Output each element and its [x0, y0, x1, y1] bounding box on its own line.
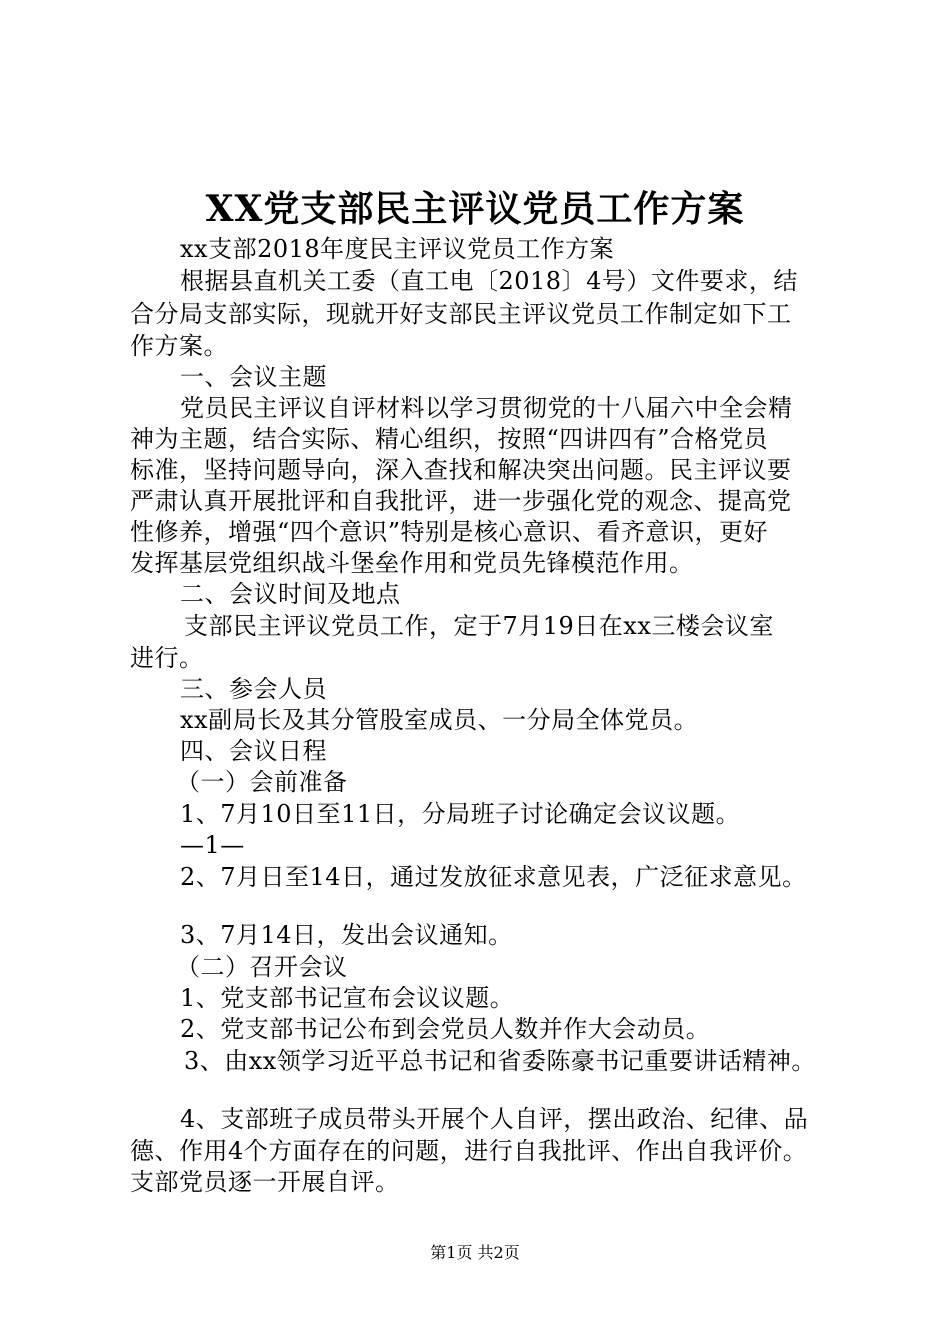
subtitle-line: xx支部2018年度民主评议党员工作方案: [180, 235, 615, 263]
section-heading: 二、会议时间及地点: [180, 580, 401, 608]
body-line: 作方案。: [130, 332, 228, 360]
body-line: 性修养，增强“四个意识”特别是核心意识、看齐意识，更好: [130, 518, 769, 546]
subsection-heading: （一）会前准备: [176, 768, 348, 796]
body-line: 4、支部班子成员带头开展个人自评，摆出政治、纪律、品: [180, 1105, 809, 1133]
body-line: 党员民主评议自评材料以学习贯彻党的十八届六中全会精: [180, 394, 793, 422]
document-title: XX党支部民主评议党员工作方案: [205, 188, 745, 230]
body-line: 根据县直机关工委（直工电〔2018〕4号）文件要求，结: [180, 267, 798, 295]
section-heading: 一、会议主题: [180, 363, 327, 391]
body-line: 3、由xx领学习近平总书记和省委陈豪书记重要讲话精神。: [184, 1047, 816, 1075]
body-line: 神为主题，结合实际、精心组织，按照“四讲四有”合格党员: [130, 425, 769, 453]
body-line: xx副局长及其分管股室成员、一分局全体党员。: [180, 706, 699, 734]
body-line: 严肃认真开展批评和自我批评，进一步强化党的观念、提高党: [130, 487, 792, 515]
body-line: 标准，坚持问题导向，深入查找和解决突出问题。民主评议要: [130, 456, 792, 484]
body-line: 德、作用4个方面存在的问题，进行自我批评、作出自我评价。: [130, 1137, 808, 1165]
body-line: 2、7月日至14日，通过发放征求意见表，广泛征求意见。: [180, 863, 807, 891]
body-line: 支部党员逐一开展自评。: [130, 1168, 400, 1196]
body-line: 1、7月10日至11日，分局班子讨论确定会议议题。: [180, 800, 741, 828]
body-line: 2、党支部书记公布到会党员人数并作大会动员。: [180, 1015, 711, 1043]
body-line: 1、党支部书记宣布会议议题。: [180, 984, 515, 1012]
body-line: 发挥基层党组织战斗堡垒作用和党员先锋模范作用。: [130, 549, 694, 577]
body-line: 合分局支部实际，现就开好支部民主评议党员工作制定如下工: [130, 300, 792, 328]
page-marker: —1—: [180, 831, 245, 859]
section-heading: 三、参会人员: [180, 675, 327, 703]
body-line: 进行。: [130, 644, 204, 672]
body-line: 支部民主评议党员工作，定于7月19日在xx三楼会议室: [184, 612, 774, 640]
section-heading: 四、会议日程: [180, 737, 327, 765]
subsection-heading: （二）召开会议: [176, 953, 348, 981]
page-footer: 第1页 共2页: [430, 1243, 520, 1262]
body-line: 3、7月14日，发出会议通知。: [180, 921, 513, 949]
